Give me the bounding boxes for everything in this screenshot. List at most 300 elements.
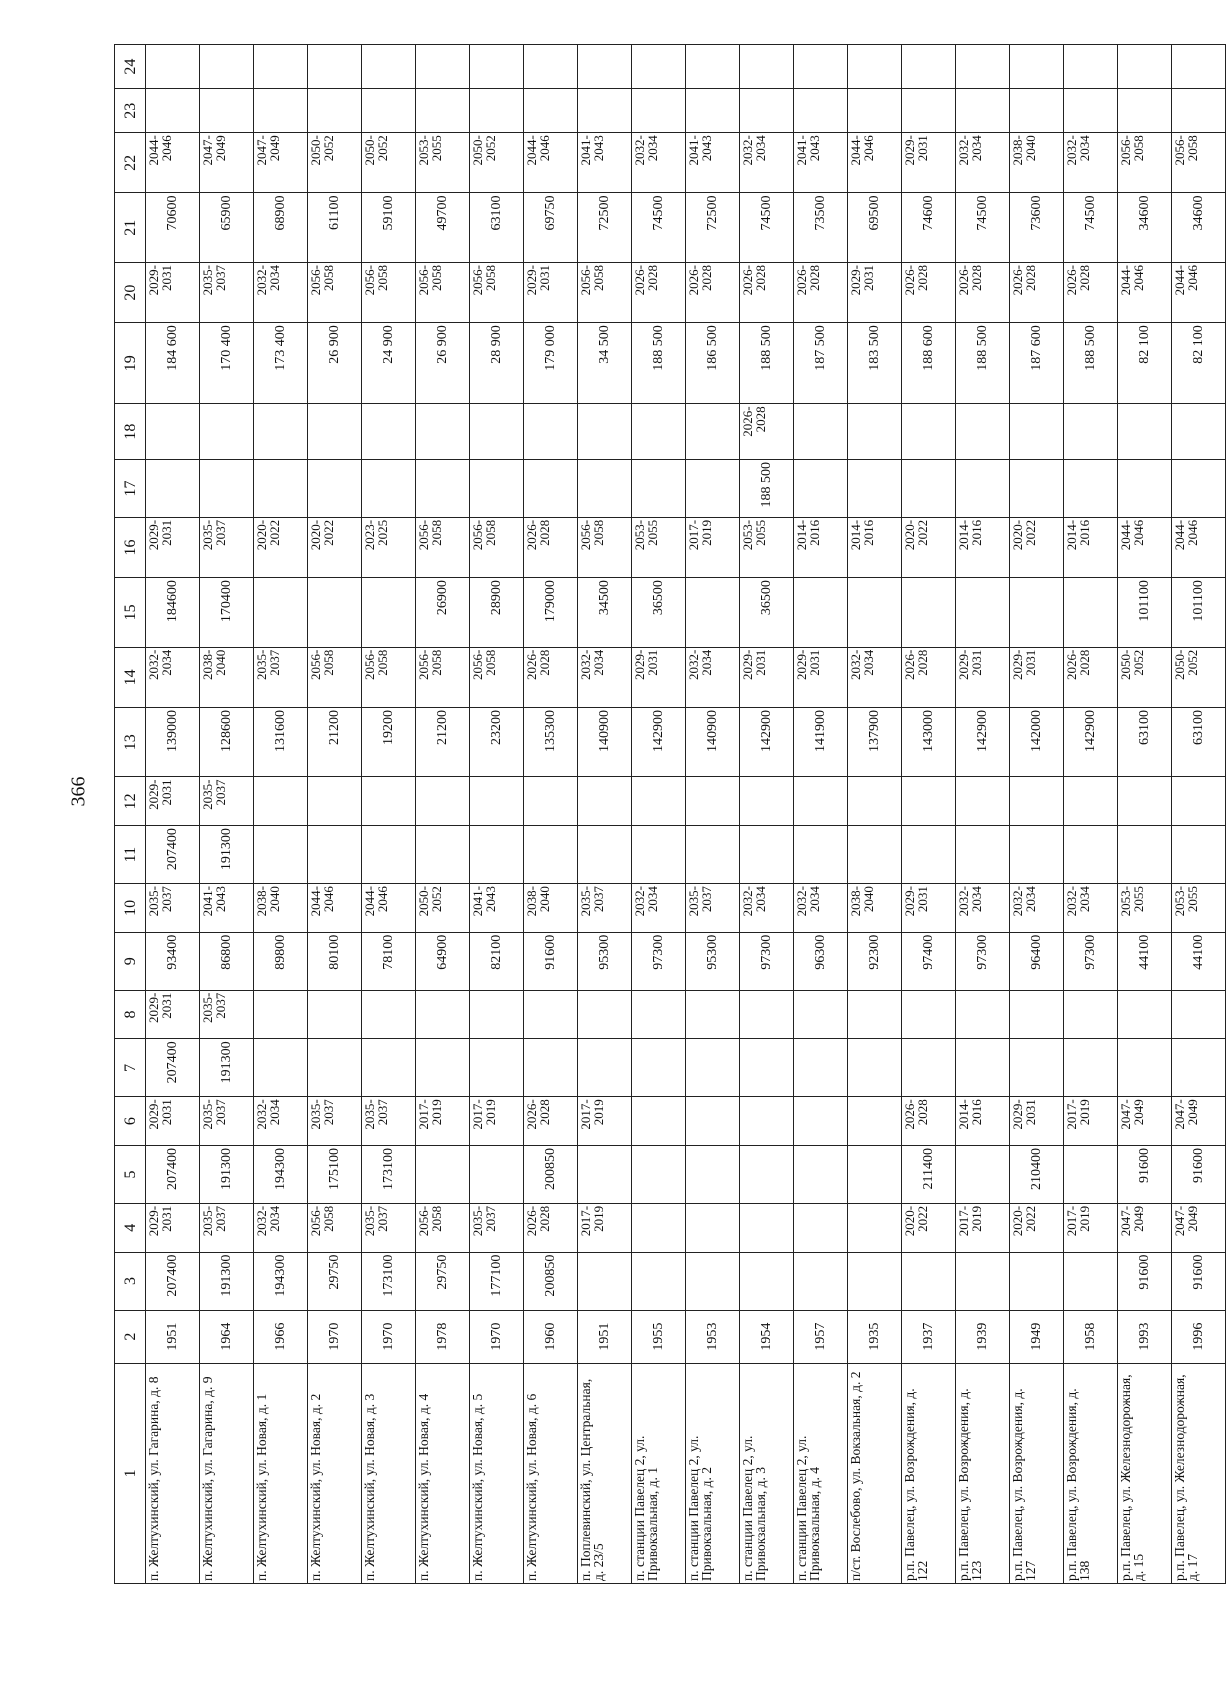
value-cell	[470, 89, 524, 133]
period-cell: 2032- 2034	[632, 133, 686, 193]
value-cell: 188 500	[956, 323, 1010, 404]
value-cell	[1010, 89, 1064, 133]
period-cell: 2026- 2028	[956, 262, 1010, 322]
column-number-header: 10	[115, 884, 146, 933]
period-cell: 2023- 2025	[362, 517, 416, 577]
value-cell	[956, 990, 1010, 1039]
value-cell	[308, 990, 362, 1039]
period-cell: 2047- 2049	[200, 133, 254, 193]
value-cell: 96300	[794, 932, 848, 990]
address-cell: п. Желтухинский, ул. Новая, д. 5	[470, 1363, 524, 1583]
year-cell: 1970	[470, 1310, 524, 1363]
value-cell: 86800	[200, 932, 254, 990]
value-cell	[956, 777, 1010, 826]
value-cell	[848, 826, 902, 884]
value-cell: 200850	[524, 1145, 578, 1203]
value-cell: 72500	[578, 193, 632, 263]
value-cell: 26900	[416, 578, 470, 648]
address-cell: р.п. Павелец, ул. Железнодорожная, д. 17	[1172, 1363, 1226, 1583]
period-cell: 2044- 2046	[146, 133, 200, 193]
period-cell: 2026- 2028	[1010, 262, 1064, 322]
value-cell: 173 400	[254, 323, 308, 404]
value-cell	[146, 89, 200, 133]
period-cell: 2035- 2037	[200, 262, 254, 322]
value-cell	[740, 1252, 794, 1310]
period-cell: 2017- 2019	[956, 1203, 1010, 1252]
value-cell	[686, 89, 740, 133]
period-cell: 2053- 2055	[1172, 884, 1226, 933]
value-cell	[1064, 404, 1118, 460]
value-cell	[254, 990, 308, 1039]
period-cell: 2029- 2031	[902, 884, 956, 933]
period-cell: 2026- 2028	[740, 262, 794, 322]
value-cell	[956, 89, 1010, 133]
value-cell	[200, 459, 254, 517]
value-cell: 36500	[632, 578, 686, 648]
period-cell: 2026- 2028	[632, 262, 686, 322]
value-cell	[848, 459, 902, 517]
period-cell: 2056- 2058	[308, 1203, 362, 1252]
period-cell: 2029- 2031	[524, 262, 578, 322]
period-cell: 2029- 2031	[146, 1203, 200, 1252]
value-cell: 78100	[362, 932, 416, 990]
table-row	[416, 45, 470, 1584]
value-cell	[1064, 777, 1118, 826]
value-cell	[686, 578, 740, 648]
value-cell	[794, 1145, 848, 1203]
period-cell: 2029- 2031	[146, 990, 200, 1039]
value-cell: 207400	[146, 826, 200, 884]
period-cell: 2053- 2055	[1118, 884, 1172, 933]
value-cell	[1118, 1039, 1172, 1097]
value-cell	[308, 459, 362, 517]
period-cell: 2032- 2034	[632, 884, 686, 933]
period-cell: 2053- 2055	[740, 517, 794, 577]
value-cell	[1010, 990, 1064, 1039]
value-cell	[1064, 826, 1118, 884]
period-cell: 2014- 2016	[794, 517, 848, 577]
table-row	[956, 45, 1010, 1584]
period-cell: 2050- 2052	[470, 133, 524, 193]
value-cell	[470, 777, 524, 826]
period-cell: 2026- 2028	[794, 262, 848, 322]
table-row	[200, 45, 254, 1584]
value-cell: 49700	[416, 193, 470, 263]
value-cell: 29750	[416, 1252, 470, 1310]
value-cell: 91600	[1118, 1252, 1172, 1310]
address-cell: п. Желтухинский, ул. Новая, д. 3	[362, 1363, 416, 1583]
value-cell	[686, 1097, 740, 1146]
value-cell: 97400	[902, 932, 956, 990]
value-cell	[902, 45, 956, 89]
value-cell: 142900	[956, 707, 1010, 777]
value-cell	[578, 404, 632, 460]
address-cell: п. станции Павелец 2, ул. Привокзальная, д. 4	[794, 1363, 848, 1583]
value-cell	[578, 45, 632, 89]
value-cell	[470, 45, 524, 89]
value-cell	[1172, 45, 1226, 89]
period-cell: 2029- 2031	[146, 517, 200, 577]
value-cell	[902, 459, 956, 517]
table-row	[308, 45, 362, 1584]
period-cell: 2032- 2034	[794, 884, 848, 933]
period-cell: 2017- 2019	[470, 1097, 524, 1146]
value-cell: 69750	[524, 193, 578, 263]
value-cell	[1064, 45, 1118, 89]
period-cell: 2032- 2034	[254, 1203, 308, 1252]
value-cell: 61100	[308, 193, 362, 263]
year-cell: 1953	[686, 1310, 740, 1363]
value-cell	[578, 826, 632, 884]
value-cell	[1064, 89, 1118, 133]
value-cell	[848, 1097, 902, 1146]
value-cell: 23200	[470, 707, 524, 777]
value-cell: 92300	[848, 932, 902, 990]
value-cell	[416, 404, 470, 460]
value-cell: 141900	[794, 707, 848, 777]
value-cell	[1064, 459, 1118, 517]
address-cell: п. станции Павелец 2, ул. Привокзальная, д. 2	[686, 1363, 740, 1583]
column-number-header: 9	[115, 932, 146, 990]
value-cell	[1118, 777, 1172, 826]
value-cell	[1172, 89, 1226, 133]
value-cell: 44100	[1172, 932, 1226, 990]
value-cell	[794, 45, 848, 89]
year-cell: 1954	[740, 1310, 794, 1363]
value-cell: 139000	[146, 707, 200, 777]
value-cell: 34500	[578, 578, 632, 648]
period-cell: 2038- 2040	[254, 884, 308, 933]
value-cell: 97300	[632, 932, 686, 990]
value-cell: 142900	[632, 707, 686, 777]
value-cell	[200, 45, 254, 89]
value-cell: 34600	[1118, 193, 1172, 263]
year-cell: 1949	[1010, 1310, 1064, 1363]
value-cell	[362, 1039, 416, 1097]
period-cell: 2032- 2034	[578, 647, 632, 707]
address-cell: п. Желтухинский, ул. Гагарина, д. 9	[200, 1363, 254, 1583]
value-cell	[632, 1252, 686, 1310]
value-cell	[740, 45, 794, 89]
value-cell: 101100	[1172, 578, 1226, 648]
period-cell: 2029- 2031	[902, 133, 956, 193]
value-cell	[524, 990, 578, 1039]
value-cell: 137900	[848, 707, 902, 777]
table-body	[146, 45, 1226, 1584]
period-cell: 2056- 2058	[578, 262, 632, 322]
column-number-header: 8	[115, 990, 146, 1039]
period-cell: 2029- 2031	[1010, 647, 1064, 707]
value-cell: 70600	[146, 193, 200, 263]
table-row	[146, 45, 200, 1584]
value-cell	[632, 1145, 686, 1203]
value-cell	[470, 990, 524, 1039]
period-cell: 2056- 2058	[416, 1203, 470, 1252]
value-cell	[254, 89, 308, 133]
value-cell	[470, 826, 524, 884]
value-cell	[1010, 826, 1064, 884]
value-cell: 128600	[200, 707, 254, 777]
period-cell: 2017- 2019	[578, 1203, 632, 1252]
value-cell: 194300	[254, 1252, 308, 1310]
value-cell	[362, 777, 416, 826]
address-cell: п. Поплевинский, ул. Центральная, д. 23/5	[578, 1363, 632, 1583]
period-cell: 2044- 2046	[1172, 517, 1226, 577]
value-cell: 142000	[1010, 707, 1064, 777]
column-number-header: 4	[115, 1203, 146, 1252]
value-cell: 63100	[1172, 707, 1226, 777]
period-cell: 2056- 2058	[362, 647, 416, 707]
value-cell	[794, 826, 848, 884]
value-cell: 200850	[524, 1252, 578, 1310]
value-cell	[1172, 1039, 1226, 1097]
value-cell	[254, 826, 308, 884]
table-row	[686, 45, 740, 1584]
value-cell: 91600	[1172, 1252, 1226, 1310]
year-cell: 1951	[578, 1310, 632, 1363]
column-number-header: 17	[115, 459, 146, 517]
value-cell	[956, 45, 1010, 89]
value-cell	[416, 459, 470, 517]
table-row	[902, 45, 956, 1584]
value-cell	[686, 459, 740, 517]
value-cell: 73600	[1010, 193, 1064, 263]
value-cell	[902, 777, 956, 826]
period-cell: 2056- 2058	[416, 517, 470, 577]
address-cell: п. Желтухинский, ул. Новая, д. 1	[254, 1363, 308, 1583]
value-cell	[1172, 826, 1226, 884]
value-cell	[524, 1039, 578, 1097]
value-cell: 143000	[902, 707, 956, 777]
value-cell	[686, 1203, 740, 1252]
address-cell: р.п. Павелец, ул. Возрождения, д. 138	[1064, 1363, 1118, 1583]
period-cell: 2056- 2058	[416, 647, 470, 707]
value-cell: 191300	[200, 826, 254, 884]
column-number-header: 5	[115, 1145, 146, 1203]
value-cell	[740, 1145, 794, 1203]
period-cell: 2026- 2028	[902, 262, 956, 322]
period-cell: 2026- 2028	[524, 647, 578, 707]
value-cell: 173100	[362, 1145, 416, 1203]
value-cell	[632, 45, 686, 89]
value-cell	[578, 1039, 632, 1097]
period-cell: 2017- 2019	[578, 1097, 632, 1146]
value-cell	[740, 1203, 794, 1252]
period-cell: 2032- 2034	[254, 262, 308, 322]
value-cell: 44100	[1118, 932, 1172, 990]
value-cell: 170 400	[200, 323, 254, 404]
column-number-header: 1	[115, 1363, 146, 1583]
period-cell: 2050- 2052	[416, 884, 470, 933]
value-cell: 64900	[416, 932, 470, 990]
period-cell: 2056- 2058	[1118, 133, 1172, 193]
value-cell	[146, 404, 200, 460]
value-cell	[254, 45, 308, 89]
period-cell: 2056- 2058	[470, 647, 524, 707]
value-cell	[524, 459, 578, 517]
period-cell: 2017- 2019	[1064, 1097, 1118, 1146]
period-cell: 2029- 2031	[956, 647, 1010, 707]
column-number-header: 20	[115, 262, 146, 322]
period-cell: 2044- 2046	[1118, 262, 1172, 322]
value-cell: 74500	[1064, 193, 1118, 263]
value-cell	[308, 578, 362, 648]
page-number: 366	[67, 776, 90, 807]
value-cell	[902, 89, 956, 133]
value-cell	[308, 89, 362, 133]
value-cell	[794, 459, 848, 517]
value-cell: 74500	[632, 193, 686, 263]
value-cell	[200, 89, 254, 133]
value-cell: 170400	[200, 578, 254, 648]
table-row	[524, 45, 578, 1584]
value-cell: 183 500	[848, 323, 902, 404]
period-cell: 2035- 2037	[200, 990, 254, 1039]
value-cell	[416, 89, 470, 133]
period-cell: 2044- 2046	[524, 133, 578, 193]
value-cell: 19200	[362, 707, 416, 777]
value-cell	[1172, 459, 1226, 517]
value-cell	[1172, 404, 1226, 460]
value-cell	[308, 777, 362, 826]
period-cell: 2035- 2037	[362, 1203, 416, 1252]
period-cell: 2038- 2040	[524, 884, 578, 933]
period-cell: 2056- 2058	[416, 262, 470, 322]
value-cell	[362, 459, 416, 517]
value-cell	[632, 1097, 686, 1146]
value-cell: 74500	[956, 193, 1010, 263]
value-cell: 59100	[362, 193, 416, 263]
data-table	[114, 44, 1226, 1584]
value-cell: 28900	[470, 578, 524, 648]
value-cell	[362, 89, 416, 133]
address-cell: п. станции Павелец 2, ул. Привокзальная, д. 3	[740, 1363, 794, 1583]
value-cell: 93400	[146, 932, 200, 990]
column-number-header: 15	[115, 578, 146, 648]
value-cell	[470, 1145, 524, 1203]
value-cell	[146, 459, 200, 517]
value-cell: 188 500	[740, 459, 794, 517]
value-cell	[686, 777, 740, 826]
value-cell: 175100	[308, 1145, 362, 1203]
column-number-header: 2	[115, 1310, 146, 1363]
period-cell: 2044- 2046	[362, 884, 416, 933]
value-cell	[794, 990, 848, 1039]
period-cell: 2029- 2031	[1010, 1097, 1064, 1146]
year-cell: 1996	[1172, 1310, 1226, 1363]
value-cell	[956, 826, 1010, 884]
value-cell	[848, 990, 902, 1039]
value-cell: 179 000	[524, 323, 578, 404]
value-cell	[308, 404, 362, 460]
year-cell: 1957	[794, 1310, 848, 1363]
period-cell: 2035- 2037	[578, 884, 632, 933]
year-cell: 1966	[254, 1310, 308, 1363]
value-cell: 140900	[686, 707, 740, 777]
value-cell	[1010, 1039, 1064, 1097]
year-cell: 1939	[956, 1310, 1010, 1363]
value-cell	[578, 89, 632, 133]
value-cell: 101100	[1118, 578, 1172, 648]
value-cell	[902, 404, 956, 460]
period-cell: 2050- 2052	[308, 133, 362, 193]
year-cell: 1958	[1064, 1310, 1118, 1363]
value-cell: 135300	[524, 707, 578, 777]
period-cell: 2026- 2028	[524, 517, 578, 577]
period-cell: 2017- 2019	[686, 517, 740, 577]
value-cell: 63100	[1118, 707, 1172, 777]
value-cell	[848, 578, 902, 648]
value-cell: 80100	[308, 932, 362, 990]
value-cell	[848, 1203, 902, 1252]
value-cell: 187 500	[794, 323, 848, 404]
column-number-header: 3	[115, 1252, 146, 1310]
value-cell	[686, 1145, 740, 1203]
value-cell: 131600	[254, 707, 308, 777]
address-cell: р.п. Павелец, ул. Возрождения, д. 127	[1010, 1363, 1064, 1583]
value-cell	[956, 1039, 1010, 1097]
value-cell	[794, 777, 848, 826]
value-cell	[524, 404, 578, 460]
value-cell	[794, 578, 848, 648]
period-cell: 2056- 2058	[1172, 133, 1226, 193]
period-cell: 2014- 2016	[956, 517, 1010, 577]
period-cell: 2032- 2034	[686, 647, 740, 707]
year-cell: 1960	[524, 1310, 578, 1363]
period-cell: 2035- 2037	[470, 1203, 524, 1252]
value-cell: 191300	[200, 1039, 254, 1097]
period-cell: 2026- 2028	[1064, 262, 1118, 322]
value-cell	[200, 404, 254, 460]
value-cell: 97300	[1064, 932, 1118, 990]
value-cell	[362, 404, 416, 460]
value-cell	[794, 89, 848, 133]
value-cell: 82 100	[1118, 323, 1172, 404]
address-cell: р.п. Павелец, ул. Железнодорожная, д. 15	[1118, 1363, 1172, 1583]
value-cell	[686, 1252, 740, 1310]
value-cell	[686, 404, 740, 460]
value-cell: 177100	[470, 1252, 524, 1310]
period-cell: 2032- 2034	[848, 647, 902, 707]
value-cell: 210400	[1010, 1145, 1064, 1203]
value-cell	[686, 45, 740, 89]
period-cell: 2032- 2034	[740, 133, 794, 193]
value-cell	[362, 578, 416, 648]
table-row	[254, 45, 308, 1584]
period-cell: 2053- 2055	[416, 133, 470, 193]
value-cell	[308, 45, 362, 89]
period-cell: 2035- 2037	[200, 1097, 254, 1146]
period-cell: 2032- 2034	[146, 647, 200, 707]
value-cell: 207400	[146, 1252, 200, 1310]
period-cell: 2029- 2031	[848, 262, 902, 322]
period-cell: 2035- 2037	[200, 777, 254, 826]
value-cell	[254, 578, 308, 648]
period-cell: 2038- 2040	[1010, 133, 1064, 193]
value-cell: 191300	[200, 1145, 254, 1203]
period-cell: 2053- 2055	[632, 517, 686, 577]
period-cell: 2035- 2037	[146, 884, 200, 933]
value-cell: 184600	[146, 578, 200, 648]
value-cell: 187 600	[1010, 323, 1064, 404]
value-cell	[1118, 89, 1172, 133]
period-cell: 2035- 2037	[362, 1097, 416, 1146]
value-cell	[254, 1039, 308, 1097]
value-cell: 91600	[1172, 1145, 1226, 1203]
value-cell	[848, 45, 902, 89]
column-number-header: 13	[115, 707, 146, 777]
period-cell: 2020- 2022	[902, 1203, 956, 1252]
